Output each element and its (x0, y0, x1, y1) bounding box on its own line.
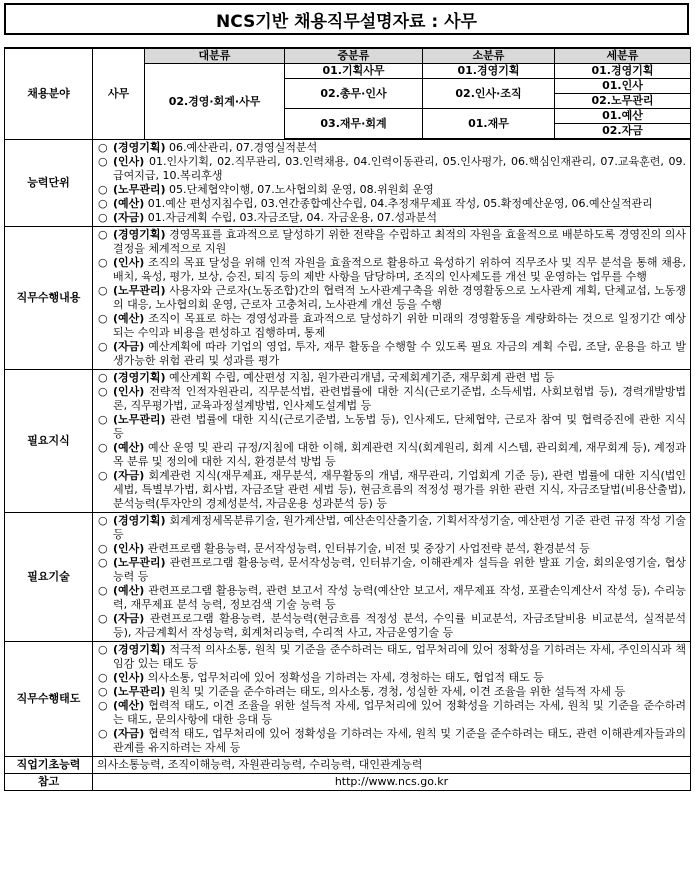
detail-category-funds: 02.자금 (555, 124, 691, 139)
bullet-icon: ○ (98, 284, 108, 297)
skills-item: ○ (예산) 관련프로그램 활용능력, 관련 보고서 작성 능력(예산안 보고서, 재무제표 작성, 포괄손익계산서 작성 등), 수리능력, 재무제표 분석 능력, 정보검색 기술 능력 등 (98, 584, 686, 611)
knowledge-item: ○ (노무관리) 관련 법률에 대한 지식(근로기준법, 노동법 등), 인사제도, 단체협약, 근로자 참여 및 협력증진에 관한 지식 등 (98, 413, 686, 440)
bullet-icon: ○ (98, 514, 108, 527)
major-category: 02.경영·회계·사무 (145, 64, 285, 140)
bullet-icon: ○ (98, 469, 108, 482)
knowledge-item: ○ (경영기획) 예산계획 수립, 예산편성 지침, 원가관리개념, 국제회계기준, 재무회계 관련 법 등 (98, 371, 555, 384)
duties-content (93, 227, 691, 370)
detail-category-budget: 01.예산 (555, 109, 691, 124)
bullet-icon: ○ (98, 155, 108, 168)
units-label: 능력단위 (5, 140, 93, 227)
knowledge-item: ○ (자금) 회계관련 지식(재무제표, 재무분석, 재무활동의 개념, 재무관리, 기업회계 기준 등), 관련 법률에 대한 지식(법인세법, 특별부가법, 회사법, 자금조달 관련 세법 등), 현금흐름의 적정성 평가를 위한 관련 지식, 자금조달법(비용산출법), 분석능력(투자안의 경제성분석, 자금운용 성과분석 등) 등 (98, 469, 686, 510)
mid-category-planning: 01.기획사무 (285, 64, 423, 79)
classification-label: 채용분야 (5, 48, 93, 140)
header-mid: 중분류 (285, 48, 423, 64)
attitude-item: ○ (경영기획) 적극적 의사소통, 원칙 및 기준을 준수하려는 태도, 업무처리에 있어 정확성을 기하려는 자세, 주인의식과 책임감 있는 태도 등 (98, 643, 686, 670)
skills-item: ○ (노무관리) 관련프로그램 활용능력, 문서작성능력, 인터뷰기술, 이해관계자 설득을 위한 발표 기술, 회의운영기술, 협상능력 등 (98, 556, 686, 583)
detail-category-hr: 01.인사 (555, 79, 691, 94)
bullet-icon: ○ (98, 685, 108, 698)
units-item: ○ (자금) 01.자금계획 수립, 03.자금조달, 04. 자금운용, 07.성과분석 (98, 211, 438, 224)
bullet-icon: ○ (98, 413, 108, 426)
duties-label: 직무수행내용 (5, 227, 93, 370)
knowledge-label: 필요지식 (5, 370, 93, 513)
bullet-icon: ○ (98, 671, 108, 684)
header-detail: 세분류 (555, 48, 691, 64)
attitude-label: 직무수행태도 (5, 642, 93, 757)
reference-link[interactable]: http://www.ncs.go.kr (93, 774, 691, 791)
attitude-item: ○ (자금) 협력적 태도, 업무처리에 있어 정확성을 기하려는 자세, 원칙 및 기준을 준수하려는 태도, 관련 이해관계자들과의 관계를 유지하려는 자세 등 (98, 727, 686, 754)
bullet-icon: ○ (98, 727, 108, 740)
small-category-finance: 01.재무 (423, 109, 555, 139)
bullet-icon: ○ (98, 584, 108, 597)
skills-item: ○ (인사) 관련프로램 활용능력, 문서작성능력, 인터뷰기술, 비전 및 중장기 사업전략 분석, 환경분석 등 (98, 542, 590, 555)
job-description-table (4, 47, 691, 791)
knowledge-item: ○ (예산) 예산 운영 및 관리 규정/지침에 대한 이해, 회계관련 지식(회계원리, 회계 시스템, 관리회계, 재무회계 등), 계정과목 분류 및 정의에 대한 지식, 환경분석 방법 등 (98, 441, 686, 468)
duties-item: ○ (자금) 예산계획에 따라 기업의 영업, 투자, 재무 활동을 수행할 수 있도록 필요 자금의 계획 수립, 조달, 운용을 하고 발생가능한 위험 관리 및 성과를 평가 (98, 340, 686, 367)
basic-content: 의사소통능력, 조직이해능력, 자원관리능력, 수리능력, 대인관계능력 (93, 757, 691, 774)
bullet-icon: ○ (98, 612, 108, 625)
knowledge-content (93, 370, 691, 513)
bullet-icon: ○ (98, 385, 108, 398)
units-item: ○ (예산) 01.예산 편성지침수립, 03.연간종합예산수립, 04.추정재무제표 작성, 05.확정예산운영, 06.예산실적관리 (98, 197, 653, 210)
units-item: ○ (경영기획) 06.예산관리, 07.경영실적분석 (98, 141, 318, 154)
skills-item: ○ (자금) 관련프로그램 활용능력, 분석능력(현금흐름 적정성 분석, 수익률 비교분석, 자금조달비용 비교분석, 실적분석 등), 자금계획서 작성능력, 회계처리능력, 수리적 사고, 자금운영기술 등 (98, 612, 686, 639)
units-item: ○ (인사) 01.인사기획, 02.직무관리, 03.인력채용, 04.인력이동관리, 05.인사평가, 06.핵심인재관리, 07.교육훈련, 09.급여지급, 10.복리후생 (98, 155, 686, 182)
mid-category-general-affairs: 02.총무·인사 (285, 79, 423, 109)
field-value: 사무 (93, 48, 145, 140)
bullet-icon: ○ (98, 371, 108, 384)
bullet-icon: ○ (98, 141, 108, 154)
attitude-item: ○ (예산) 협력적 태도, 이견 조율을 위한 설득적 자세, 업무처리에 있어 정확성을 기하려는 자세, 원칙 및 기준을 준수하려는 태도, 문의사항에 대한 응대 등 (98, 699, 686, 726)
attitude-item: ○ (노무관리) 원칙 및 기준을 준수하려는 태도, 의사소통, 경청, 성실한 자세, 이견 조율을 위한 설득적 자세 등 (98, 685, 626, 698)
bullet-icon: ○ (98, 556, 108, 569)
header-small: 소분류 (423, 48, 555, 64)
bullet-icon: ○ (98, 228, 108, 241)
bullet-icon: ○ (98, 340, 108, 353)
bullet-icon: ○ (98, 699, 108, 712)
reference-label: 참고 (5, 774, 93, 791)
skills-content (93, 513, 691, 642)
skills-label: 필요기술 (5, 513, 93, 642)
duties-item: ○ (노무관리) 사용자와 근로자(노동조합)간의 협력적 노사관계구축을 위한 경영활동으로 노사관계 계획, 단체교섭, 노동쟁의 대응, 노사협의회 운영, 근로자 고충처리, 노사관계 개선 등을 수행 (98, 284, 686, 311)
bullet-icon: ○ (98, 441, 108, 454)
units-content (93, 140, 691, 227)
detail-category-management-planning: 01.경영기획 (555, 64, 691, 79)
detail-category-labor: 02.노무관리 (555, 94, 691, 109)
skills-item: ○ (경영기획) 회계계정세목분류기술, 원가계산법, 예산손익산출기술, 기획서작성기술, 예산편성 기준 관련 규정 작성 기술 등 (98, 514, 686, 541)
small-category-management-planning: 01.경영기획 (423, 64, 555, 79)
bullet-icon: ○ (98, 197, 108, 210)
mid-category-finance: 03.재무·회계 (285, 109, 423, 139)
small-category-hr-org: 02.인사·조직 (423, 79, 555, 109)
bullet-icon: ○ (98, 183, 108, 196)
bullet-icon: ○ (98, 542, 108, 555)
document-title: NCS기반 채용직무설명자료 : 사무 (4, 3, 689, 35)
bullet-icon: ○ (98, 312, 108, 325)
duties-item: ○ (경영기획) 경영목표를 효과적으로 달성하기 위한 전략을 수립하고 최적의 자원을 효율적으로 배분하도록 경영진의 의사결정을 체계적으로 지원 (98, 228, 686, 255)
duties-item: ○ (예산) 조직이 목표로 하는 경영성과를 효과적으로 달성하기 위한 미래의 경영활동을 계량화하는 것으로 일정기간 예상되는 수익과 비용을 편성하고 집행하며, 통제 (98, 312, 686, 339)
bullet-icon: ○ (98, 643, 108, 656)
basic-label: 직업기초능력 (5, 757, 93, 774)
attitude-item: ○ (인사) 의사소통, 업무처리에 있어 정확성을 기하려는 자세, 경청하는 태도, 협업적 태도 등 (98, 671, 544, 684)
bullet-icon: ○ (98, 211, 108, 224)
duties-item: ○ (인사) 조직의 목표 달성을 위해 인적 자원을 효율적으로 활용하고 육성하기 위하여 직무조사 및 직무 분석을 통해 채용, 배치, 육성, 평가, 보상, 승진, 퇴직 등의 제반 사항을 담당하며, 조직의 인사제도를 개선 및 운영하는 업무를 수행 (98, 256, 686, 283)
header-major: 대분류 (145, 48, 285, 64)
units-item: ○ (노무관리) 05.단체협약이행, 07.노사협의회 운영, 08.위원회 운영 (98, 183, 434, 196)
attitude-content (93, 642, 691, 757)
knowledge-item: ○ (인사) 전략적 인적자원관리, 직무분석법, 관련법률에 대한 지식(근로기준법, 소득세법, 사회보험법 등), 경력개발방법론, 직무평가법, 교육과정설계방법, 인사제도설계법 등 (98, 385, 686, 412)
bullet-icon: ○ (98, 256, 108, 269)
